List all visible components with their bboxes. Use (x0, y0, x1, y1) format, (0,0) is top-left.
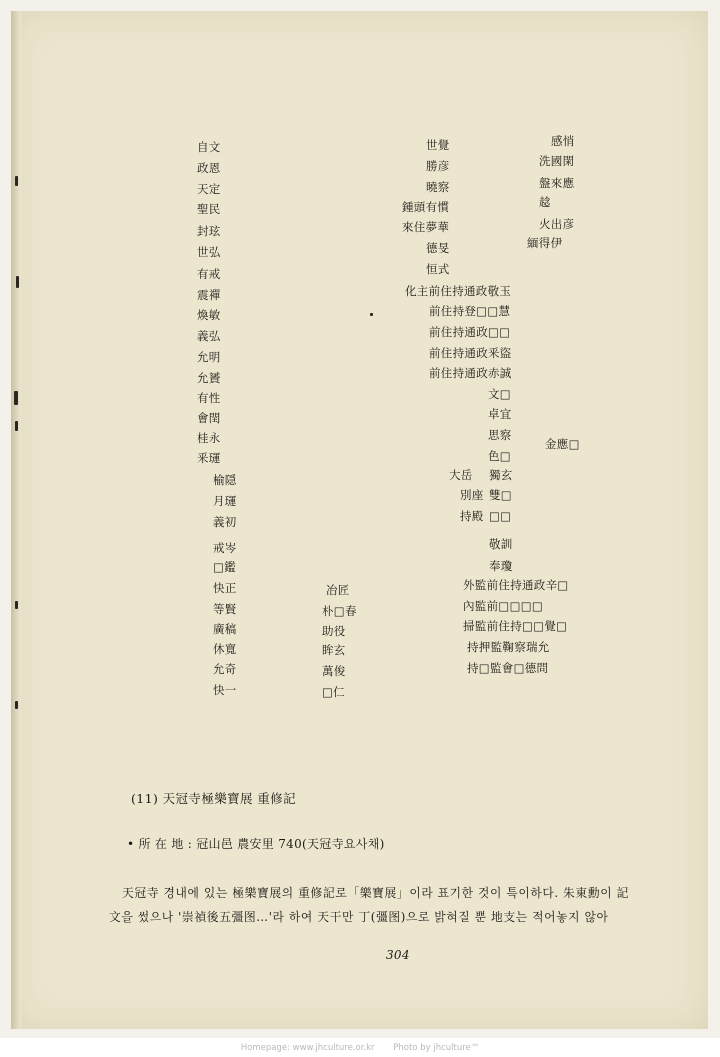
list-item: 緬得伊 (527, 236, 563, 250)
list-item: 勝彦 (426, 159, 450, 173)
list-item: 等賢 (213, 602, 237, 616)
list-item: 萬俊 (322, 664, 346, 678)
list-item: 廣稿 (213, 622, 237, 636)
list-item: 獨玄 (489, 468, 513, 482)
list-item: 有戒 (197, 267, 221, 281)
list-item: 會閏 (197, 411, 221, 425)
ink-speck (14, 391, 18, 405)
list-item: 洗國閑 (539, 154, 575, 168)
photo-credit: Photo by jhculture™ (393, 1043, 480, 1053)
role-label: 持殿 (460, 509, 484, 523)
list-item: 月璭 (213, 494, 237, 508)
list-item: 快正 (213, 581, 237, 595)
list-item: 世弘 (197, 245, 221, 259)
list-item: 火出彦 (539, 217, 575, 231)
body-paragraph-line: 天冠寺 경내에 있는 極樂寶展의 重修記로「樂寶展」이라 표기한 것이 특이하다. 朱東勳이 記 (122, 886, 629, 900)
list-item: 助役 (322, 624, 346, 638)
list-item: □仁 (322, 685, 345, 699)
list-item: 允明 (197, 350, 221, 364)
list-item: 持押監鞠察瑞允 (467, 640, 550, 654)
list-item: 天定 (197, 182, 221, 196)
list-item: □鑑 (213, 560, 236, 574)
list-item: 色□ (488, 449, 511, 463)
list-item: 有性 (197, 391, 221, 405)
list-item: 榆隠 (213, 473, 237, 487)
list-item: 感悄 (551, 134, 575, 148)
list-item: 金應□ (545, 437, 580, 451)
list-item: 釆璭 (197, 451, 221, 465)
list-item: 外監前住持通政辛□ (463, 578, 569, 592)
watermark-footer (0, 1040, 720, 1057)
list-item: 允奇 (213, 662, 237, 676)
list-item: □□ (489, 509, 512, 523)
list-item: 奉瓊 (489, 559, 513, 573)
ink-speck (15, 421, 18, 431)
list-item: 化主前住持通政敬玉 (405, 284, 512, 298)
page-number: 304 (386, 948, 410, 962)
ink-dot (370, 313, 373, 316)
list-item: 鍾頭有慣 (402, 200, 450, 214)
list-item: 世覺 (426, 138, 450, 152)
list-item: 朴□春 (322, 604, 357, 618)
list-item: 前住持通政□□ (429, 325, 511, 339)
list-item: 義弘 (197, 329, 221, 343)
list-item: 前住持登□□慧 (429, 304, 511, 318)
list-item: 震禪 (197, 288, 221, 302)
page-binding-shadow (11, 11, 21, 1029)
homepage-credit: Homepage: www.jhculture.or.kr (240, 1043, 375, 1053)
list-item: 桂永 (197, 431, 221, 445)
list-item: 快一 (213, 683, 237, 697)
ink-speck (16, 276, 19, 288)
list-item: 允贇 (197, 371, 221, 385)
list-item: 德旻 (426, 241, 450, 255)
list-item: 封玹 (197, 224, 221, 238)
section-heading: (11) 天冠寺極樂寶展 重修記 (131, 791, 297, 806)
list-item: 眸玄 (322, 643, 346, 657)
ink-speck (15, 176, 18, 186)
list-item: 持□監會□德問 (467, 661, 549, 675)
list-item: 掃監前住持□□覺□ (463, 619, 568, 633)
list-item: 聖民 (197, 202, 221, 216)
list-item: 自文 (197, 140, 221, 154)
list-item: 冶匠 (326, 583, 350, 597)
list-item: 前住持通政赤誠 (429, 366, 512, 380)
document-page (11, 11, 708, 1029)
role-label: 大岳 (449, 468, 473, 482)
list-item: 雙□ (489, 488, 512, 502)
list-item: 義初 (213, 515, 237, 529)
list-item: 煥敏 (197, 308, 221, 322)
body-paragraph-line: 文을 썼으나 '崇禎後五彊图…'라 하여 天干만 丁(彊图)으로 밝혀질 뿐 地支는 적어놓지 않아 (109, 910, 609, 924)
list-item: 趝 (539, 195, 551, 209)
list-item: 來住夢華 (402, 220, 450, 234)
role-label: 別座 (460, 488, 484, 502)
list-item: 敬訓 (489, 537, 513, 551)
list-item: 文□ (488, 387, 511, 401)
ink-speck (15, 701, 18, 709)
list-item: 內監前□□□□ (463, 599, 544, 613)
list-item: 恒式 (426, 262, 450, 276)
list-item: 戒岑 (213, 541, 237, 555)
ink-speck (15, 601, 18, 609)
list-item: 盤來應 (539, 176, 575, 190)
location-line: • 所 在 地 : 冠山邑 農安里 740(天冠寺요사채) (127, 837, 385, 851)
list-item: 卓宜 (488, 407, 512, 421)
list-item: 政恩 (197, 161, 221, 175)
list-item: 曉察 (426, 180, 450, 194)
list-item: 思察 (488, 428, 512, 442)
list-item: 前住持通政釆盜 (429, 346, 512, 360)
list-item: 休寬 (213, 642, 237, 656)
